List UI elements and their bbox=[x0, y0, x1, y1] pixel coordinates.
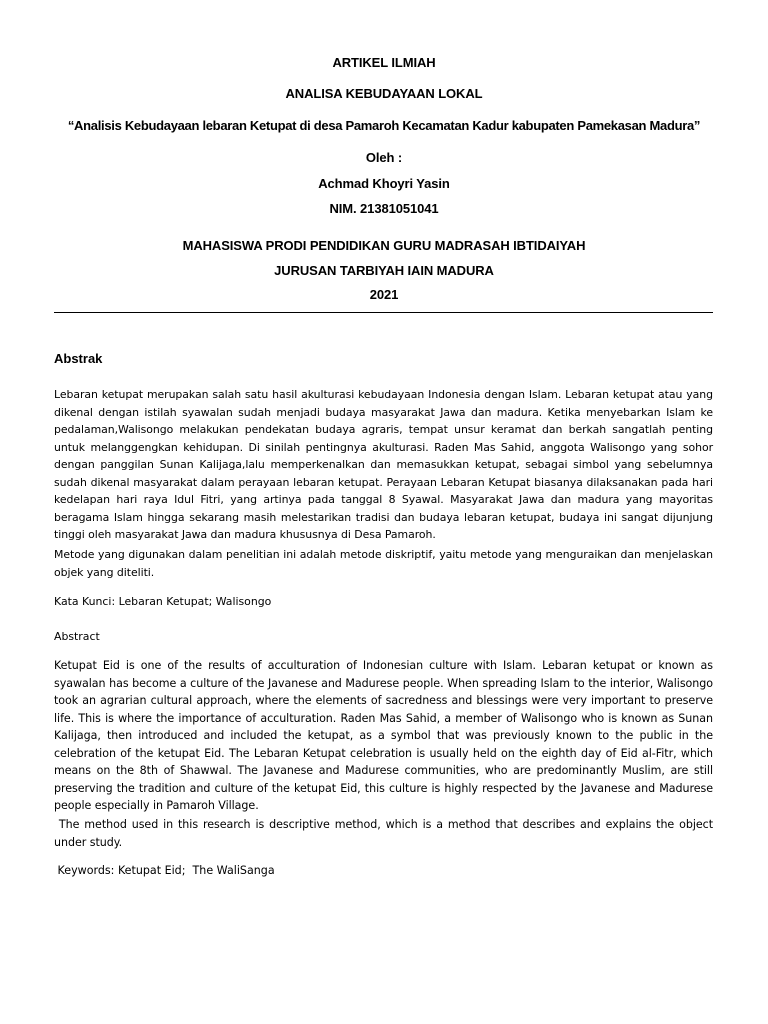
department: JURUSAN TARBIYAH IAIN MADURA bbox=[274, 263, 494, 278]
student-id: NIM. 21381051041 bbox=[329, 201, 439, 216]
article-type-heading: ARTIKEL ILMIAH bbox=[332, 55, 436, 70]
year: 2021 bbox=[369, 287, 399, 302]
author-name: Achmad Khoyri Yasin bbox=[318, 176, 450, 191]
article-title: “Analisis Kebudayaan lebaran Ketupat di desa Pamaroh Kecamatan Kadur kabupaten Pamekasan Madura” bbox=[67, 118, 701, 133]
study-program: MAHASISWA PRODI PENDIDIKAN GURU MADRASAH IBTIDAIYAH bbox=[182, 238, 586, 253]
abstrak-keywords: Kata Kunci: Lebaran Ketupat; Walisongo bbox=[54, 595, 272, 608]
article-category-heading: ANALISA KEBUDAYAAN LOKAL bbox=[285, 86, 483, 101]
abstract-heading: Abstract bbox=[54, 630, 100, 643]
abstrak-paragraph-1: Lebaran ketupat merupakan salah satu hasil akulturasi kebudayaan Indonesia dengan Islam. Lebaran ketupat atau yang dikenal dengan istilah syawalan sudah menjadi budaya masyarakat Jawa dan madura. Ketika menyebarkan Islam ke pedalaman,Walisongo melakukan pendekatan budaya agraris, tempat unsur keramat dan berkah sangatlah penting untuk melanggengkan kehidupan. Di sinilah pentingnya akulturasi. Raden Mas Sahid, anggota Walisongo yang sohor dengan panggilan Sunan Kalijaga,lalu memperkenalkan dan memasukkan ketupat, sebagai simbol yang sebelumnya sudah dikenal masyarakat dalam perayaan lebaran ketupat. Perayaan Lebaran Ketupat biasanya dilaksanakan pada hari kedelapan hari raya Idul Fitri, yang artinya pada tanggal 8 Syawal. Masyarakat Jawa dan madura yang mayoritas beragama Islam hingga sekarang masih melestarikan tradisi dan budaya lebaran ketupat, budaya ini sangat dijunjung tinggi oleh masyarakat Jawa dan madura khususnya di Desa Pamaroh. bbox=[54, 388, 713, 542]
abstract-paragraph-2: The method used in this research is descriptive method, which is a method that describes and explains the object under study. bbox=[54, 818, 717, 849]
author-by-label: Oleh : bbox=[365, 150, 403, 165]
abstract-paragraph-1: Ketupat Eid is one of the results of acculturation of Indonesian culture with Islam. Lebaran ketupat or known as syawalan has become a culture of the Javanese and Madurese people. When spreading Islam to the interior, Walisongo took an agrarian cultural approach, where the elements of sacredness and blessings were very important to preserve life. This is where the importance of acculturation. Raden Mas Sahid, a member of Walisongo who is known as Sunan Kalijaga, then introduced and included the ketupat, as a symbol that was previously known to the public in the celebration of the ketupat Eid. The Lebaran Ketupat celebration is usually held on the eighth day of Eid al-Fitr, which means on the 8th of Shawwal. The Javanese and Madurese communities, who are predominantly Muslim, are still preserving the tradition and culture of the ketupat Eid, this culture is highly respected by the Javanese and Madurese people especially in Pamaroh Village. bbox=[54, 659, 713, 813]
abstrak-paragraph-2: Metode yang digunakan dalam penelitian ini adalah metode diskriptif, yaitu metode yang menguraikan dan menjelaskan objek yang diteliti. bbox=[54, 548, 713, 579]
title-divider bbox=[54, 312, 713, 313]
abstrak-heading: Abstrak bbox=[54, 351, 103, 366]
abstract-keywords: Keywords: Ketupat Eid; The WaliSanga bbox=[54, 864, 275, 877]
